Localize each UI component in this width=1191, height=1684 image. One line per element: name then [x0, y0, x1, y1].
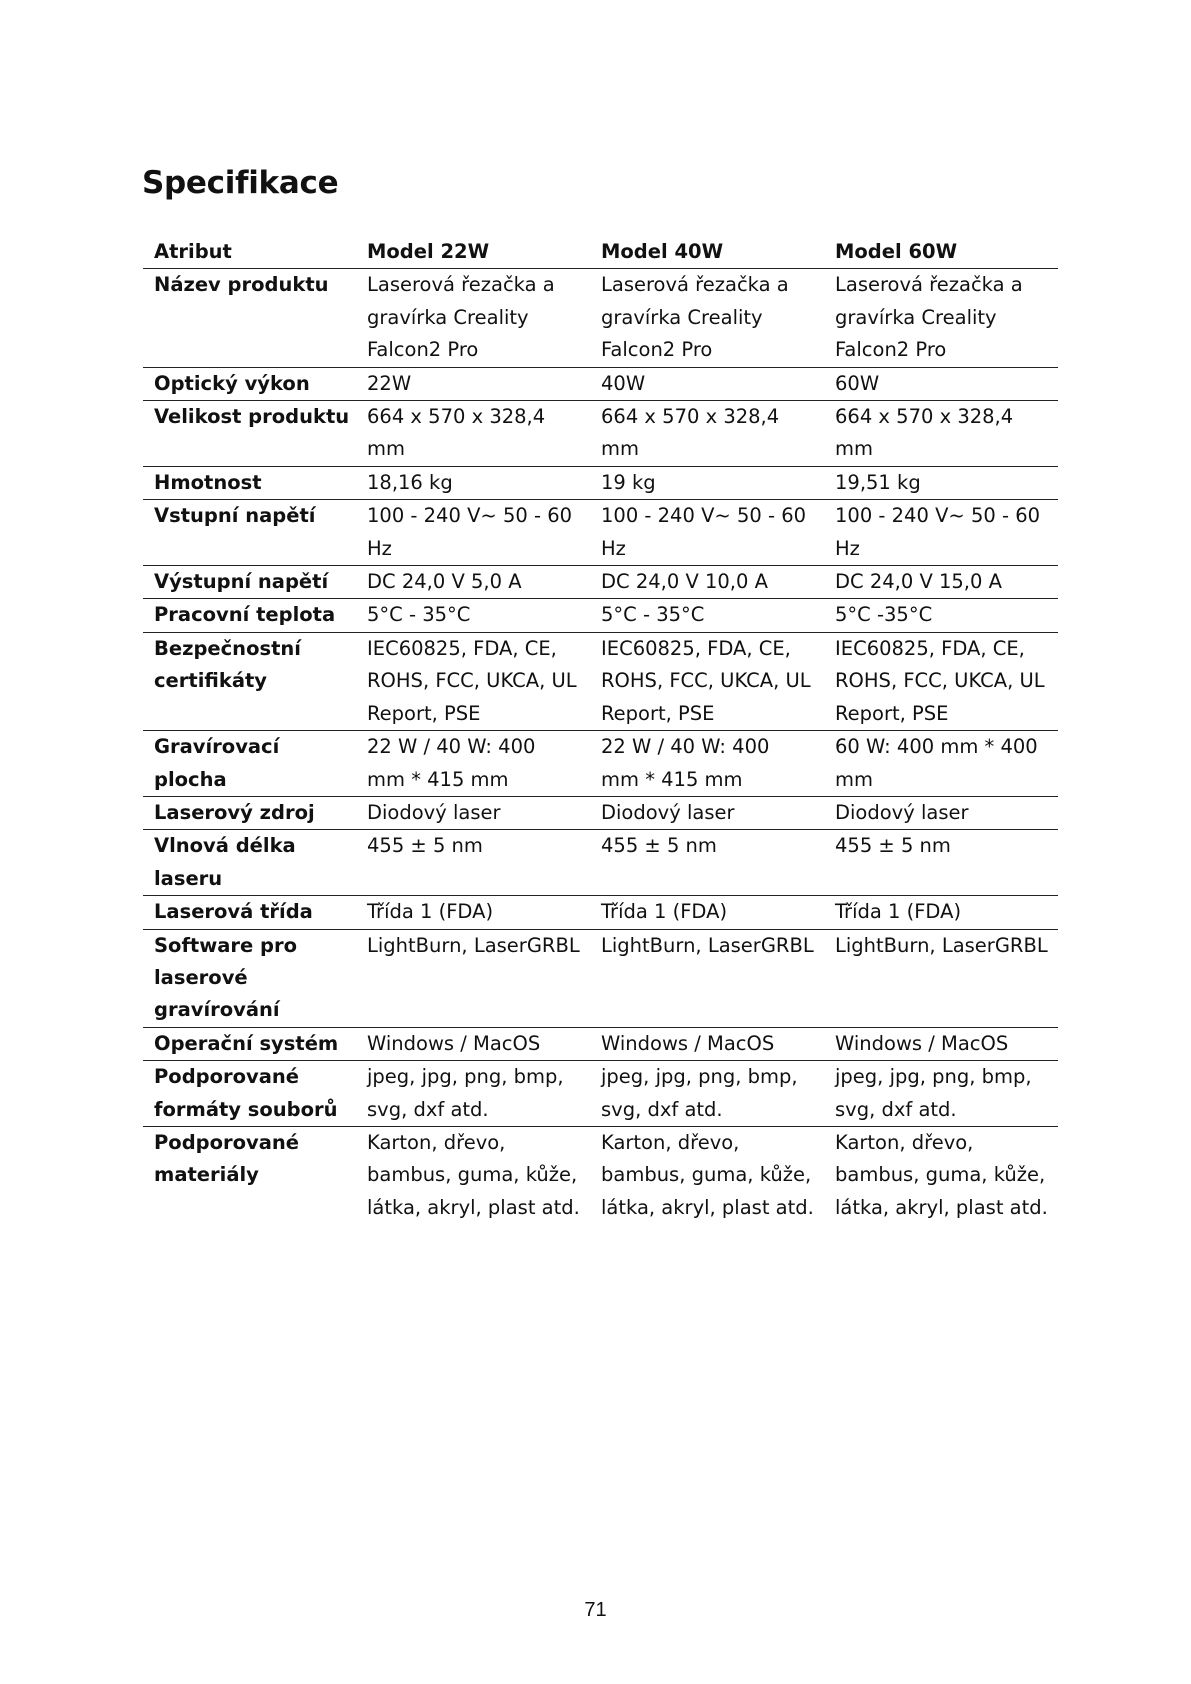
- value-cell: 664 x 570 x 328,4 mm: [356, 401, 590, 467]
- value-cell: 60W: [824, 367, 1058, 400]
- value-cell: 664 x 570 x 328,4 mm: [824, 401, 1058, 467]
- value-cell: 5°C - 35°C: [590, 599, 824, 632]
- value-cell: 22W: [356, 367, 590, 400]
- value-cell: 664 x 570 x 328,4 mm: [590, 401, 824, 467]
- value-cell: Windows / MacOS: [824, 1027, 1058, 1060]
- attribute-cell: Laserový zdroj: [143, 796, 356, 829]
- value-cell: 19 kg: [590, 466, 824, 499]
- attribute-cell: Výstupní napětí: [143, 566, 356, 599]
- value-cell: DC 24,0 V 5,0 A: [356, 566, 590, 599]
- attribute-cell: Název produktu: [143, 269, 356, 367]
- value-cell: 5°C - 35°C: [356, 599, 590, 632]
- attribute-cell: Vstupní napětí: [143, 500, 356, 566]
- value-cell: Karton, dřevo, bambus, guma, kůže, látka, akryl, plast atd.: [835, 1130, 1048, 1219]
- table-row: [143, 731, 1058, 797]
- value-cell: 100 - 240 V~ 50 - 60 Hz: [356, 500, 590, 566]
- attribute-cell: Pracovní teplota: [143, 599, 356, 632]
- value-cell: 60 W: 400 mm * 400 mm: [824, 731, 1058, 797]
- value-cell: Třída 1 (FDA): [590, 896, 824, 929]
- page-number: 71: [584, 1599, 607, 1621]
- table-row: [143, 632, 1058, 730]
- attribute-cell: Podporované materiály: [154, 1130, 299, 1187]
- table-row: [143, 401, 1058, 467]
- value-cell: IEC60825, FDA, CE, ROHS, FCC, UKCA, UL Report, PSE: [356, 632, 590, 730]
- value-cell: Třída 1 (FDA): [824, 896, 1058, 929]
- table-row: [143, 500, 1058, 566]
- attribute-cell: Podporované formáty souborů: [143, 1061, 356, 1127]
- value-cell: Diodový laser: [824, 796, 1058, 829]
- table-row: [143, 599, 1058, 632]
- value-cell: Diodový laser: [356, 796, 590, 829]
- value-cell: LightBurn, LaserGRBL: [590, 929, 824, 1027]
- table-row: [143, 1061, 1058, 1127]
- table-row: [143, 466, 1058, 499]
- table-row: [143, 1027, 1058, 1060]
- value-cell: 455 ± 5 nm: [356, 830, 590, 896]
- column-header-attribute: Atribut: [143, 236, 356, 269]
- value-cell: jpeg, jpg, png, bmp, svg, dxf atd.: [590, 1061, 824, 1127]
- value-cell: 18,16 kg: [356, 466, 590, 499]
- table-row: [143, 929, 1058, 1027]
- attribute-cell: Vlnová délka laseru: [143, 830, 356, 896]
- value-cell: Karton, dřevo, bambus, guma, kůže, látka, akryl, plast atd.: [601, 1130, 814, 1219]
- column-header-model-60w: Model 60W: [824, 236, 1058, 269]
- spec-table: [143, 236, 1058, 1224]
- value-cell: Diodový laser: [590, 796, 824, 829]
- value-cell: Třída 1 (FDA): [356, 896, 590, 929]
- value-cell: 19,51 kg: [824, 466, 1058, 499]
- value-cell: Windows / MacOS: [356, 1027, 590, 1060]
- attribute-cell: Software pro laserové gravírování: [143, 929, 356, 1027]
- page-title: Specifikace: [142, 164, 339, 201]
- value-cell: 455 ± 5 nm: [824, 830, 1058, 896]
- attribute-cell: Laserová třída: [143, 896, 356, 929]
- value-cell: 40W: [590, 367, 824, 400]
- table-row: [143, 269, 1058, 367]
- table-row: [143, 1126, 1058, 1224]
- value-cell: 5°C -35°C: [824, 599, 1058, 632]
- attribute-cell: Hmotnost: [143, 466, 356, 499]
- value-cell: DC 24,0 V 15,0 A: [824, 566, 1058, 599]
- value-cell: IEC60825, FDA, CE, ROHS, FCC, UKCA, UL Report, PSE: [590, 632, 824, 730]
- value-cell: Laserová řezačka a gravírka Creality Falcon2 Pro: [590, 269, 824, 367]
- value-cell: 455 ± 5 nm: [590, 830, 824, 896]
- table-row: [143, 830, 1058, 896]
- value-cell: Karton, dřevo, bambus, guma, kůže, látka, akryl, plast atd.: [367, 1130, 580, 1219]
- value-cell: 100 - 240 V~ 50 - 60 Hz: [590, 500, 824, 566]
- value-cell: 22 W / 40 W: 400 mm * 415 mm: [590, 731, 824, 797]
- value-cell: jpeg, jpg, png, bmp, svg, dxf atd.: [356, 1061, 590, 1127]
- value-cell: IEC60825, FDA, CE, ROHS, FCC, UKCA, UL Report, PSE: [824, 632, 1058, 730]
- value-cell: 22 W / 40 W: 400 mm * 415 mm: [356, 731, 590, 797]
- table-row: [143, 796, 1058, 829]
- value-cell: Laserová řezačka a gravírka Creality Falcon2 Pro: [356, 269, 590, 367]
- value-cell: 100 - 240 V~ 50 - 60 Hz: [824, 500, 1058, 566]
- value-cell: Laserová řezačka a gravírka Creality Falcon2 Pro: [824, 269, 1058, 367]
- attribute-cell: Optický výkon: [143, 367, 356, 400]
- attribute-cell: Bezpečnostní certifikáty: [143, 632, 356, 730]
- spec-table-body: [143, 269, 1058, 1224]
- attribute-cell: Operační systém: [143, 1027, 356, 1060]
- attribute-cell: Velikost produktu: [143, 401, 356, 467]
- table-row: [143, 367, 1058, 400]
- value-cell: LightBurn, LaserGRBL: [824, 929, 1058, 1027]
- value-cell: DC 24,0 V 10,0 A: [590, 566, 824, 599]
- attribute-cell: Gravírovací plocha: [143, 731, 356, 797]
- value-cell: jpeg, jpg, png, bmp, svg, dxf atd.: [824, 1061, 1058, 1127]
- table-row: [143, 566, 1058, 599]
- column-header-model-40w: Model 40W: [590, 236, 824, 269]
- column-header-model-22w: Model 22W: [356, 236, 590, 269]
- table-row: [143, 896, 1058, 929]
- value-cell: Windows / MacOS: [590, 1027, 824, 1060]
- table-header-row: [143, 236, 1058, 269]
- value-cell: LightBurn, LaserGRBL: [356, 929, 590, 1027]
